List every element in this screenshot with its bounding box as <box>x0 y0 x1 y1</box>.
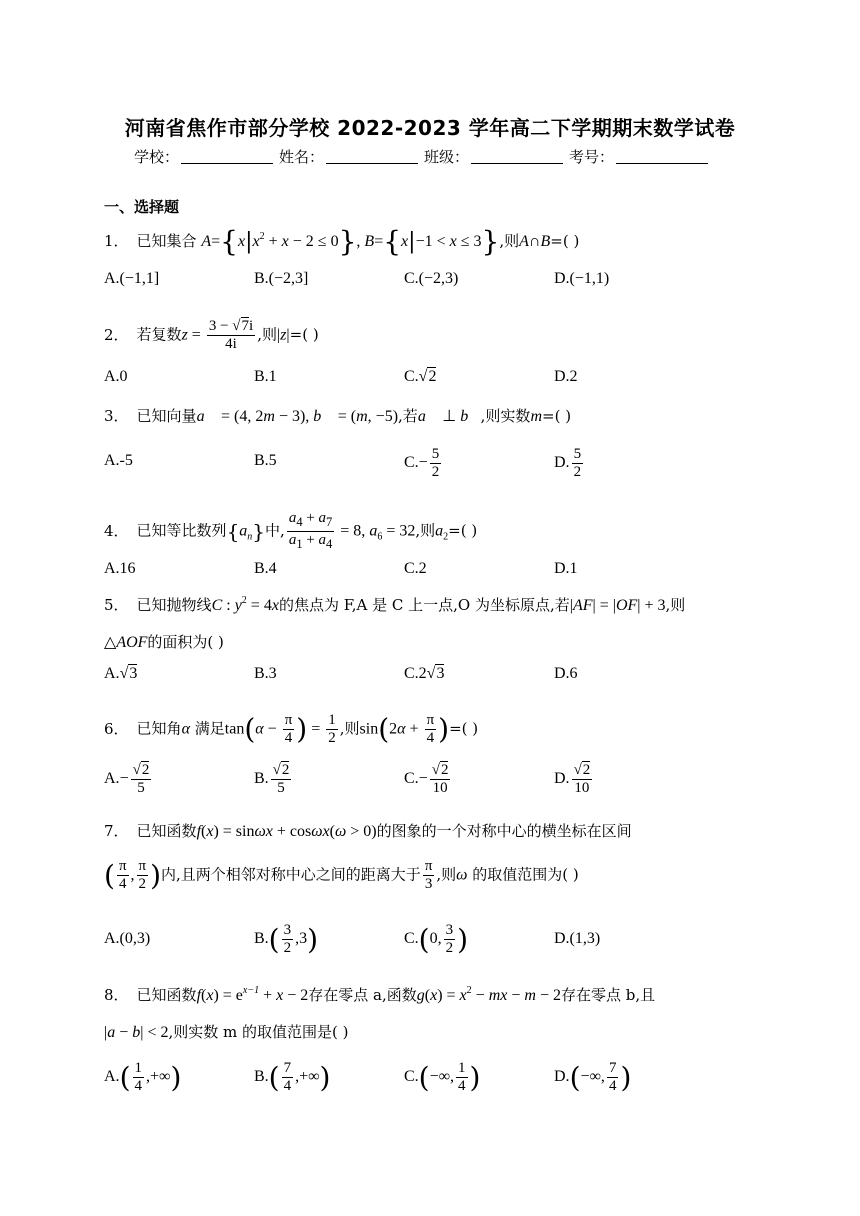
question-8: 8． 已知函数$f(x) = e^{x-1} + x - 2$存在零点 a,函数$g(x) = x^2$ − mx − m − 2存在零点 b,且 <box>104 985 656 1004</box>
option-b[interactable]: B.5 <box>254 452 277 469</box>
option-c[interactable]: C.(−2,3) <box>404 270 459 287</box>
option-a[interactable]: A.√3 <box>104 665 138 682</box>
student-info-line <box>134 146 714 167</box>
section-heading: 一、选择题 <box>104 198 180 216</box>
question-2: 2． 若复数z = $\frac{3 - √7i}{4i}$ ,则|z|=( ) <box>104 318 319 352</box>
question-6: 6． 已知角α 满足tan(α − $\frac{\pi}{4}$ ) = $\frac{1}{2}$ ,则sin(2α + $\frac{\pi}{4}$ )=( ) <box>104 712 479 746</box>
option-c[interactable]: C.2 <box>404 560 427 577</box>
page-title: 河南省焦作市部分学校 2022-2023 学年高二下学期期末数学试卷 <box>124 116 736 140</box>
option-d[interactable]: D.6 <box>554 665 578 682</box>
question-4: 4． 已知等比数列$\{a_n\}$中, $\frac{a_4 + a_7}{a_1 + a_4}$ = 8, $a_6 = 32$,则$a_2=$( ) <box>104 510 478 551</box>
option-c[interactable]: C.√2 <box>404 368 437 385</box>
option-d[interactable]: D. $\frac{5}{2}$ <box>554 446 582 480</box>
question-3: 3． 已知向量a⃗ = (4, 2m − 3), b⃗ = (m, −5),若a⃗ ⊥ b⃗,则实数m=( ) <box>104 407 572 425</box>
class-label: 班级： <box>424 148 470 166</box>
math-expression: A <box>201 233 212 250</box>
class-blank[interactable] <box>471 149 563 164</box>
question-1: 1． 已知集合 $A=\{x|x^2 + x - 2 \le 0\}$, B={x|−1 < x ≤ 3},则A∩B=( ) <box>104 225 580 258</box>
question-8-line-2: |a − b| < 2,则实数 m 的取值范围是( ) <box>104 1023 349 1041</box>
school-label: 学校： <box>134 148 180 166</box>
option-d[interactable]: D.(1,3) <box>554 930 601 947</box>
option-a[interactable]: A.(0,3) <box>104 930 151 947</box>
id-blank[interactable] <box>616 149 708 164</box>
question-stem: 已知集合 <box>136 232 197 250</box>
question-5-line-2: △AOF的面积为( ) <box>104 633 224 651</box>
option-a[interactable]: A.( $\frac{1}{4}$ ,+∞) <box>104 1060 182 1094</box>
id-label: 考号： <box>569 148 615 166</box>
option-b[interactable]: B.( $\frac{7}{4}$ ,+∞) <box>254 1060 331 1094</box>
question-7-line-2: ( $\frac{\pi}{4}$ , $\frac{\pi}{2}$ )内,且两个相邻对称中心之间的距离大于 $\frac{\pi}{3}$ ,则ω 的取值范围为( ) <box>104 858 579 892</box>
option-b[interactable]: B.4 <box>254 560 277 577</box>
option-c[interactable]: C.− $\frac{5}{2}$ <box>404 446 440 480</box>
option-b[interactable]: B.(−2,3] <box>254 270 309 287</box>
option-a[interactable]: A.− $\frac{√2}{5}$ <box>104 762 150 796</box>
option-c[interactable]: C.(−∞, $\frac{1}{4}$ ) <box>404 1060 481 1094</box>
option-d[interactable]: D.1 <box>554 560 578 577</box>
option-c[interactable]: C.2√3 <box>404 665 445 682</box>
question-number: 1． <box>104 232 129 250</box>
option-c[interactable]: C.(0, $\frac{3}{2}$ ) <box>404 922 469 956</box>
option-a[interactable]: A.(−1,1] <box>104 270 160 287</box>
option-a[interactable]: A.16 <box>104 560 136 577</box>
question-7: 7． 已知函数f(x) = sinωx + cosωx(ω > 0)的图象的一个对称中心的横坐标在区间 <box>104 822 632 840</box>
school-blank[interactable] <box>181 149 273 164</box>
name-blank[interactable] <box>326 149 418 164</box>
option-d[interactable]: D.(−∞, $\frac{7}{4}$ ) <box>554 1060 632 1094</box>
question-5: 5． 已知抛物线C : $y^2 = 4x$的焦点为 F,A 是 C 上一点,O 为坐标原点,若|AF| = |OF| + 3,则 <box>104 595 686 614</box>
option-c[interactable]: C.− $\frac{√2}{10}$ <box>404 762 449 796</box>
option-b[interactable]: B. $\frac{√2}{5}$ <box>254 762 290 796</box>
option-a[interactable]: A.0 <box>104 368 128 385</box>
option-d[interactable]: D. $\frac{√2}{10}$ <box>554 762 591 796</box>
option-a[interactable]: A.-5 <box>104 452 133 469</box>
option-b[interactable]: B.( $\frac{3}{2}$ ,3) <box>254 922 319 956</box>
option-b[interactable]: B.1 <box>254 368 277 385</box>
option-d[interactable]: D.(−1,1) <box>554 270 610 287</box>
name-label: 姓名： <box>279 148 325 166</box>
option-b[interactable]: B.3 <box>254 665 277 682</box>
option-d[interactable]: D.2 <box>554 368 578 385</box>
